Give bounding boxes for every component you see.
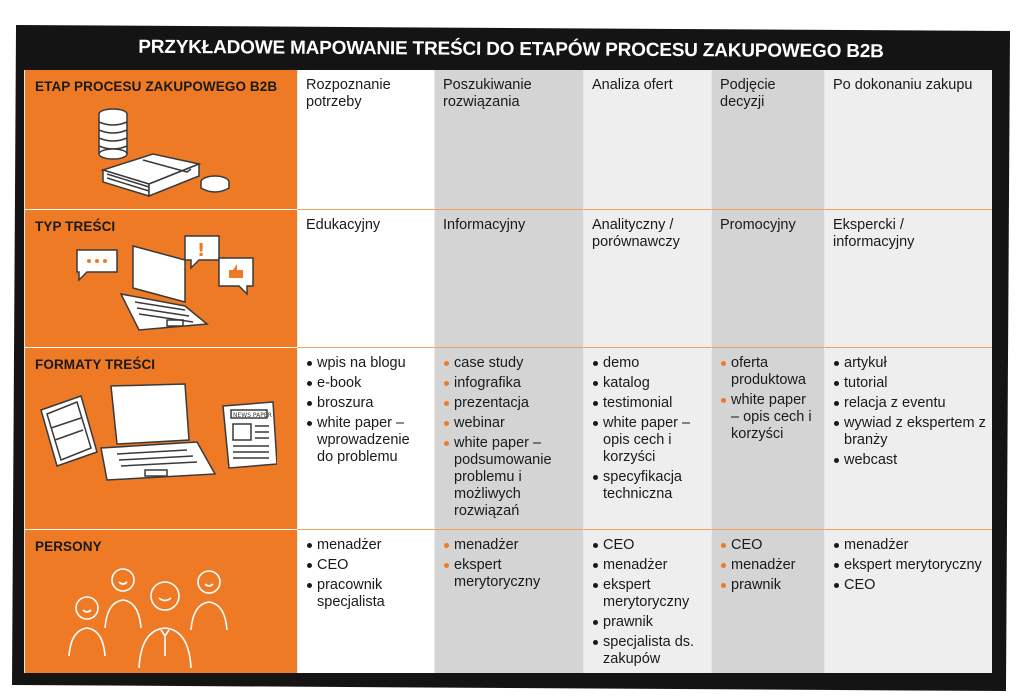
list-item: demo (592, 355, 705, 372)
personas-cell (824, 530, 992, 673)
list-item: artykuł (833, 355, 986, 372)
svg-text:NEWS PAPER: NEWS PAPER (233, 412, 272, 419)
page-title: PRZYKŁADOWE MAPOWANIE TREŚCI DO ETAPÓW PROCESU ZAKUPOWEGO B2B (138, 36, 884, 63)
list-item: infografika (443, 375, 577, 392)
list-item: katalog (592, 375, 705, 392)
content-type-cell: Promocyjny (711, 210, 824, 348)
list-item: CEO (306, 557, 428, 574)
personas-cell (297, 530, 434, 673)
formats-list (720, 355, 818, 443)
list-item: specjalista ds. zakupów (592, 634, 705, 668)
personas-list (306, 537, 428, 611)
svg-text:!: ! (197, 240, 206, 261)
list-item: menadżer (592, 557, 705, 574)
list-item: white paper – wprowadzenie do problemu (306, 415, 428, 466)
list-item: white paper – opis cech i korzyści (720, 392, 818, 443)
list-item: oferta produktowa (720, 355, 818, 389)
list-item: menadżer (720, 557, 818, 574)
list-item: wywiad z ekspertem z branży (833, 415, 986, 449)
list-item: case study (443, 355, 577, 372)
formats-list (833, 355, 986, 469)
personas-cell (583, 530, 711, 673)
laptop-chat-icon (73, 232, 263, 342)
row-header-label: TYP TREŚCI (35, 219, 116, 234)
row-header-content-type (24, 210, 297, 348)
row-header-label: ETAP PROCESU ZAKUPOWEGO B2B (35, 79, 278, 94)
list-item: prawnik (720, 577, 818, 594)
devices-newspaper-icon (37, 380, 277, 490)
stage-cell: Poszukiwanie rozwiązania (434, 70, 583, 210)
list-item: menadżer (443, 537, 577, 554)
row-header-label: PERSONY (35, 539, 102, 554)
content-type-cell: Analityczny / porównawczy (583, 210, 711, 348)
row-header-personas (24, 530, 297, 673)
personas-list (592, 537, 705, 668)
list-item: CEO (833, 577, 986, 594)
personas-cell (711, 530, 824, 673)
list-item: menadżer (306, 537, 428, 554)
stage-cell: Analiza ofert (583, 70, 711, 210)
list-item: relacja z eventu (833, 395, 986, 412)
list-item: prezentacja (443, 395, 577, 412)
row-header-formats (24, 348, 297, 530)
list-item: broszura (306, 395, 428, 412)
coins-money-icon (83, 102, 233, 202)
formats-list (306, 355, 428, 466)
formats-cell (711, 348, 824, 530)
list-item: wpis na blogu (306, 355, 428, 372)
list-item: ekspert merytoryczny (833, 557, 986, 574)
list-item: menadżer (833, 537, 986, 554)
formats-cell (824, 348, 992, 530)
people-group-icon (65, 556, 245, 668)
list-item: webinar (443, 415, 577, 432)
list-item: tutorial (833, 375, 986, 392)
personas-list (720, 537, 818, 594)
formats-cell (297, 348, 434, 530)
content-type-cell: Ekspercki / informacyjny (824, 210, 992, 348)
list-item: white paper – podsumowanie problemu i możliwych rozwiązań (443, 435, 577, 520)
list-item: white paper – opis cech i korzyści (592, 415, 705, 466)
formats-list (592, 355, 705, 503)
list-item: pracownik specjalista (306, 577, 428, 611)
content-type-cell: Edukacyjny (297, 210, 434, 348)
list-item: testimonial (592, 395, 705, 412)
list-item: prawnik (592, 614, 705, 631)
content-type-cell: Informacyjny (434, 210, 583, 348)
formats-cell (434, 348, 583, 530)
list-item: specyfikacja techniczna (592, 469, 705, 503)
row-header-stage (24, 70, 297, 210)
stage-cell: Podjęcie decyzji (711, 70, 824, 210)
list-item: ekspert merytoryczny (592, 577, 705, 611)
content-mapping-table (24, 70, 992, 673)
list-item: CEO (592, 537, 705, 554)
formats-list (443, 355, 577, 520)
row-header-label: FORMATY TREŚCI (35, 357, 156, 372)
stage-cell: Po dokonaniu zakupu (824, 70, 992, 210)
list-item: e-book (306, 375, 428, 392)
list-item: webcast (833, 452, 986, 469)
personas-list (443, 537, 577, 591)
list-item: CEO (720, 537, 818, 554)
personas-list (833, 537, 986, 594)
stage-cell: Rozpoznanie potrzeby (297, 70, 434, 210)
list-item: ekspert merytoryczny (443, 557, 577, 591)
personas-cell (434, 530, 583, 673)
formats-cell (583, 348, 711, 530)
